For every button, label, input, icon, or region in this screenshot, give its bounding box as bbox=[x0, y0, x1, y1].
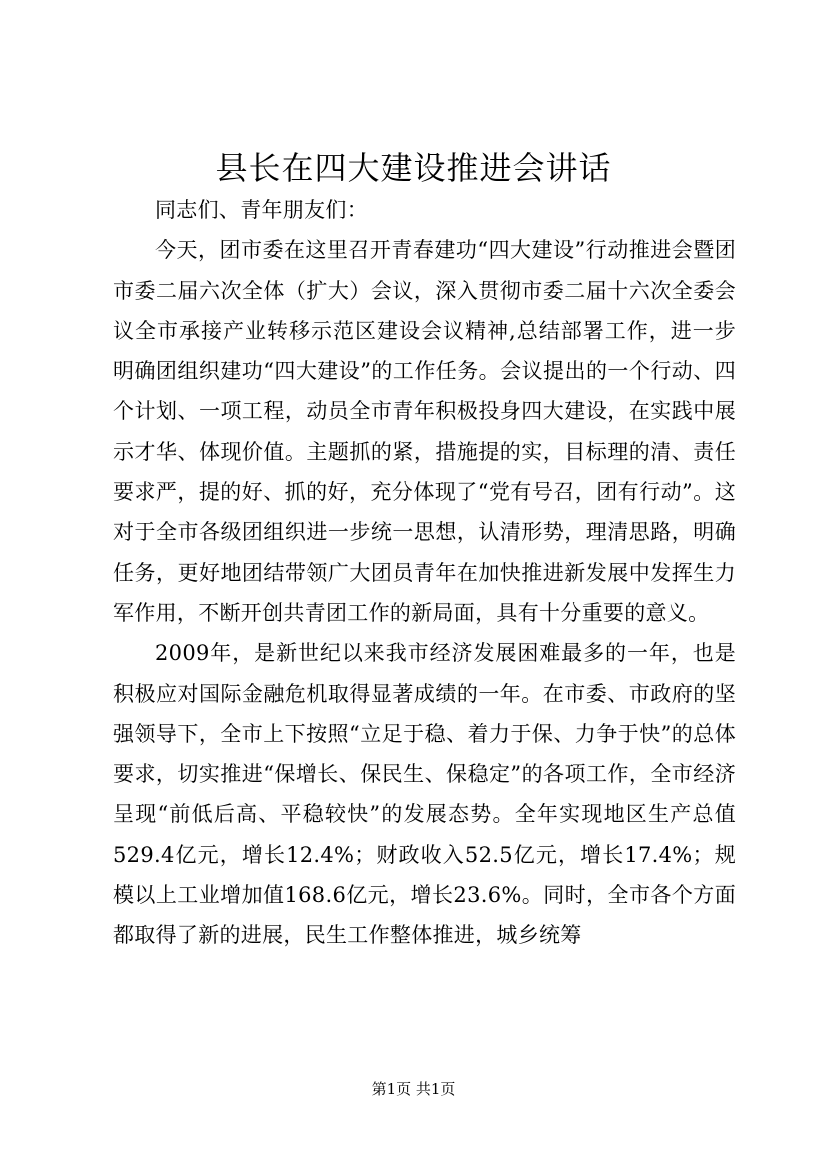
paragraph-meeting: 今天，团市委在这里召开青春建功“四大建设”行动推进会暨团市委二届六次全体（扩大）会议，深入贯彻市委二届十六次全委会议全市承接产业转移示范区建设会议精神,总结部署工作，进一步明确团组织建功“四大建设”的工作任务。会议提出的一个行动、四个计划、一项工程，动员全市青年积极投身四大建设，在实践中展示才华、体现价值。主题抓的紧，措施提的实，目标理的清、责任要求严，提的好、抓的好，充分体现了“党有号召，团有行动”。这对于全市各级团组织进一步统一思想，认清形势，理清思路，明确任务，更好地团结带领广大团员青年在加快推进新发展中发挥生力军作用，不断开创共青团工作的新局面，具有十分重要的意义。 bbox=[113, 238, 736, 625]
paragraph-greeting: 同志们、青年朋友们： bbox=[155, 198, 368, 222]
paragraph-economy: 2009年，是新世纪以来我市经济发展困难最多的一年，也是积极应对国际金融危机取得显著成绩的一年。在市委、市政府的坚强领导下，全市上下按照“立足于稳、着力于保、力争于快”的总体要求，切实推进“保增长、保民生、保稳定”的各项工作，全市经济呈现“前低后高、平稳较快”的发展态势。全年实现地区生产总值529.4亿元，增长12.4%；财政收入52.5亿元，增长17.4%；规模以上工业增加值168.6亿元，增长23.6%。同时，全市各个方面都取得了新的进展，民生工作整体推进，城乡统筹 bbox=[113, 641, 736, 948]
document-body bbox=[113, 190, 736, 956]
document-title: 县长在四大建设推进会讲话 bbox=[215, 149, 612, 187]
page-footer: 第1页 共1页 bbox=[371, 1080, 456, 1098]
